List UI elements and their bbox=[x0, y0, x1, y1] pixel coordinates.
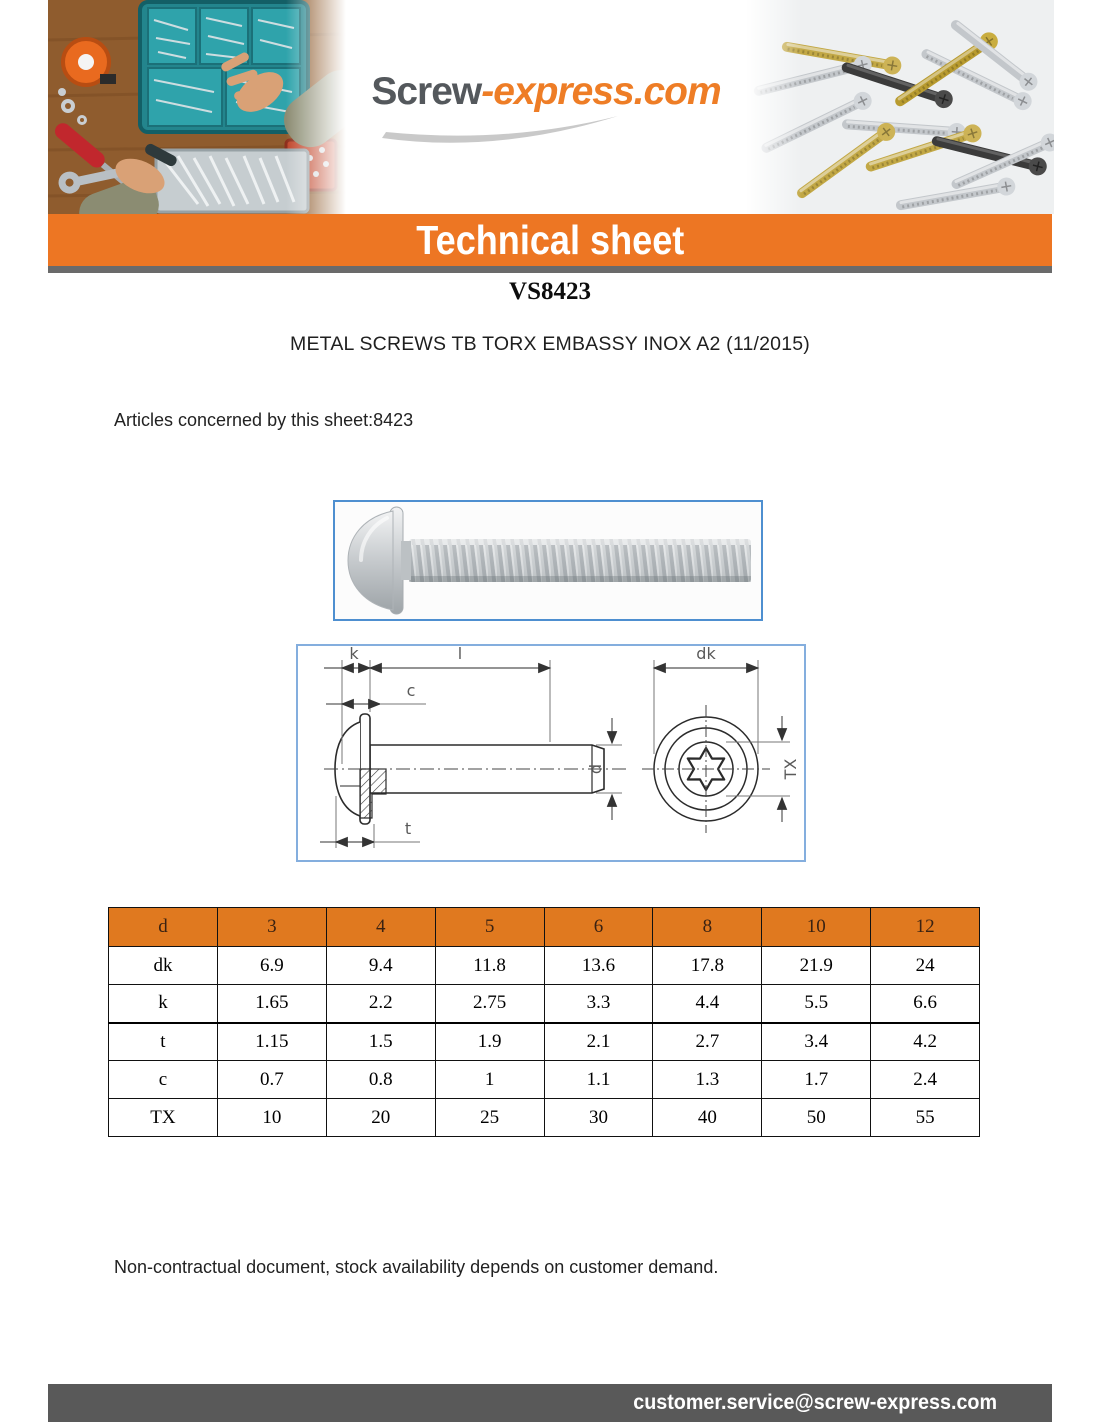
dimensions-table bbox=[108, 907, 980, 1137]
dim-label-dk: dk bbox=[696, 646, 716, 663]
table-cell: 2.1 bbox=[544, 1023, 653, 1061]
screw-photo-image bbox=[335, 502, 761, 619]
table-row bbox=[109, 1023, 980, 1061]
table-row bbox=[109, 947, 980, 985]
table-cell: 1.7 bbox=[762, 1061, 871, 1099]
table-cell: 25 bbox=[435, 1099, 544, 1137]
table-cell: 3.3 bbox=[544, 985, 653, 1023]
table-cell: 6.9 bbox=[217, 947, 326, 985]
table-cell: 2.7 bbox=[653, 1023, 762, 1061]
table-cell: 0.8 bbox=[326, 1061, 435, 1099]
table-cell: 50 bbox=[762, 1099, 871, 1137]
table-cell: 21.9 bbox=[762, 947, 871, 985]
logo-text bbox=[346, 70, 746, 114]
table-cell: 30 bbox=[544, 1099, 653, 1137]
table-cell: 9.4 bbox=[326, 947, 435, 985]
banner-underline bbox=[48, 266, 1052, 273]
table-col-header: 12 bbox=[871, 908, 980, 947]
table-cell: 55 bbox=[871, 1099, 980, 1137]
table-col-header: 3 bbox=[217, 908, 326, 947]
table-cell: 1 bbox=[435, 1061, 544, 1099]
table-cell: 1.5 bbox=[326, 1023, 435, 1061]
dim-label-d: d bbox=[586, 763, 605, 775]
table-cell: 24 bbox=[871, 947, 980, 985]
table-cell: 1.9 bbox=[435, 1023, 544, 1061]
product-photo bbox=[333, 500, 763, 621]
dim-label-t: t bbox=[404, 819, 412, 838]
table-col-header: 10 bbox=[762, 908, 871, 947]
table-col-header: 6 bbox=[544, 908, 653, 947]
screws-pile-photo-image bbox=[746, 0, 1054, 214]
logo-text-screw: Screw bbox=[371, 70, 482, 113]
logo-text-express: -express.com bbox=[481, 70, 721, 113]
table-row-label: k bbox=[109, 985, 218, 1023]
table-corner-header: d bbox=[109, 908, 218, 947]
table-row bbox=[109, 1099, 980, 1137]
table-row-label: c bbox=[109, 1061, 218, 1099]
non-contractual-note: Non-contractual document, stock availability depends on customer demand. bbox=[114, 1257, 719, 1277]
table-header-row bbox=[109, 908, 980, 947]
table-cell: 10 bbox=[217, 1099, 326, 1137]
workbench-photo bbox=[48, 0, 346, 214]
footer-bar bbox=[48, 1384, 1052, 1422]
logo bbox=[346, 0, 746, 214]
table-cell: 1.15 bbox=[217, 1023, 326, 1061]
table-cell: 11.8 bbox=[435, 947, 544, 985]
contact-email: customer.service@screw-express.com bbox=[633, 1391, 997, 1414]
table-row-label: TX bbox=[109, 1099, 218, 1137]
table-cell: 4.4 bbox=[653, 985, 762, 1023]
table-row bbox=[109, 985, 980, 1023]
banner-technical-sheet bbox=[48, 214, 1052, 266]
table-cell: 1.65 bbox=[217, 985, 326, 1023]
table-cell: 6.6 bbox=[871, 985, 980, 1023]
dim-label-l: l bbox=[457, 646, 463, 663]
dim-label-k: k bbox=[349, 646, 359, 663]
table-cell: 4.2 bbox=[871, 1023, 980, 1061]
dim-label-tx: TX bbox=[781, 758, 800, 780]
table-cell: 17.8 bbox=[653, 947, 762, 985]
dim-label-c: c bbox=[406, 681, 416, 700]
table-cell: 20 bbox=[326, 1099, 435, 1137]
table-cell: 2.2 bbox=[326, 985, 435, 1023]
logo-swoosh bbox=[376, 112, 626, 146]
document-title: METAL SCREWS TB TORX EMBASSY INOX A2 (11/2015) bbox=[290, 333, 810, 355]
table-col-header: 8 bbox=[653, 908, 762, 947]
workbench-photo-image bbox=[48, 0, 346, 214]
table-cell: 40 bbox=[653, 1099, 762, 1137]
table-cell: 1.1 bbox=[544, 1061, 653, 1099]
table-row-label: t bbox=[109, 1023, 218, 1061]
table-row-label: dk bbox=[109, 947, 218, 985]
banner-title: Technical sheet bbox=[415, 217, 685, 263]
screws-pile-photo bbox=[746, 0, 1054, 214]
document-code: VS8423 bbox=[509, 278, 591, 305]
technical-drawing-svg bbox=[298, 646, 804, 860]
table-cell: 5.5 bbox=[762, 985, 871, 1023]
technical-drawing bbox=[296, 644, 806, 862]
table-cell: 2.75 bbox=[435, 985, 544, 1023]
table-col-header: 4 bbox=[326, 908, 435, 947]
table-cell: 2.4 bbox=[871, 1061, 980, 1099]
articles-line: Articles concerned by this sheet:8423 bbox=[114, 410, 414, 430]
table-cell: 0.7 bbox=[217, 1061, 326, 1099]
table-cell: 3.4 bbox=[762, 1023, 871, 1061]
table-col-header: 5 bbox=[435, 908, 544, 947]
table-row bbox=[109, 1061, 980, 1099]
table-cell: 13.6 bbox=[544, 947, 653, 985]
table-cell: 1.3 bbox=[653, 1061, 762, 1099]
